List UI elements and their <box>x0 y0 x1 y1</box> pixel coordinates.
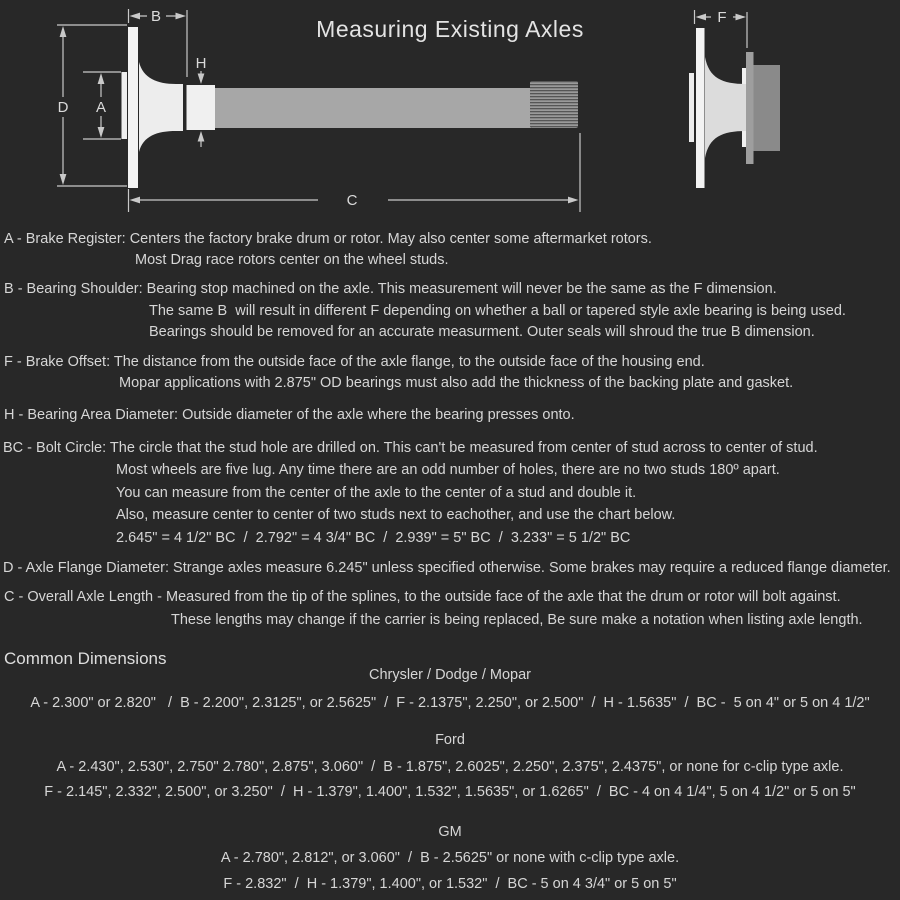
definition-a-line-2: Most Drag race rotors center on the wheel studs. <box>135 252 449 268</box>
drum-housing-shape <box>753 65 780 151</box>
arrow-down-icon <box>98 127 105 138</box>
arrow-left-icon <box>130 197 141 204</box>
definition-bc-line-4: Also, measure center to center of two studs next to eachother, and use the chart below. <box>116 507 676 523</box>
arrow-right-icon <box>568 197 579 204</box>
arrow-right-icon <box>176 13 187 20</box>
housing-end-shape <box>746 52 754 164</box>
arrow-down-icon <box>60 174 67 185</box>
arrow-up-icon <box>98 73 105 84</box>
axle-side-view <box>122 27 579 188</box>
brake-register-shape <box>689 73 694 142</box>
definition-bc-line-2: Most wheels are five lug. Any time there are an odd number of holes, there are no two studs 180º apart. <box>116 462 780 478</box>
page-title: Measuring Existing Axles <box>316 16 584 42</box>
dimension-c <box>129 133 581 212</box>
ford-values-line-1: A - 2.430", 2.530", 2.750" 2.780", 2.875", 3.060" / B - 1.875", 2.6025", 2.250", 2.375", 2.4375", or none for c-clip type axle. <box>56 759 844 775</box>
bearing-shoulder-shape <box>173 84 183 131</box>
group-header-chrysler: Chrysler / Dodge / Mopar <box>369 667 531 683</box>
brake-register-shape <box>122 72 128 139</box>
dim-label-c: C <box>346 192 358 209</box>
flange-offset-view <box>689 28 780 188</box>
group-header-gm: GM <box>438 824 462 840</box>
dimension-d <box>57 25 127 186</box>
arrow-left-icon <box>696 14 707 21</box>
definition-a-line-1: A - Brake Register: Centers the factory brake drum or rotor. May also center some aftermarket rotors. <box>4 231 652 247</box>
arrow-down-icon <box>198 74 205 85</box>
dim-label-a: A <box>95 99 107 116</box>
gm-values-line-2: F - 2.832" / H - 1.379", 1.400", or 1.532" / BC - 5 on 4 3/4" or 5 on 5" <box>223 876 677 892</box>
dim-label-f: F <box>717 9 727 26</box>
definition-b-line-3: Bearings should be removed for an accurate measurment. Outer seals will shroud the true B dimension. <box>149 324 815 340</box>
group-header-ford: Ford <box>435 732 465 748</box>
dim-label-h: H <box>195 55 207 72</box>
ford-values-line-2: F - 2.145", 2.332", 2.500", or 3.250" / H - 1.379", 1.400", 1.532", 1.5635", or 1.6265" / BC - 4 on 4 1/4", 5 on 4 1/2" or 5 on 5" <box>44 784 856 800</box>
arrow-left-icon <box>130 13 141 20</box>
definition-h-line-1: H - Bearing Area Diameter: Outside diameter of the axle where the bearing presses onto. <box>4 407 575 423</box>
definition-d-line-1: D - Axle Flange Diameter: Strange axles measure 6.245" unless specified otherwise. Some brakes may require a reduced flange diameter. <box>3 560 891 576</box>
flange-bell-shape <box>705 57 746 158</box>
axle-shaft-shape <box>215 88 531 128</box>
axle-flange-plate-shape <box>696 28 705 188</box>
spline-end-shape <box>530 81 578 128</box>
definition-f-line-1: F - Brake Offset: The distance from the outside face of the axle flange, to the outside face of the housing end. <box>4 354 705 370</box>
arrow-up-icon <box>198 131 205 142</box>
axle-diagram-svg <box>0 0 900 225</box>
definition-bc-line-3: You can measure from the center of the axle to the center of a stud and double it. <box>116 485 637 501</box>
definition-c-line-1: C - Overall Axle Length - Measured from the tip of the splines, to the outside face of the axle that the drum or rotor will bolt against. <box>4 589 841 605</box>
axle-flange-plate-shape <box>128 27 138 188</box>
arrow-right-icon <box>736 14 747 21</box>
dim-label-b: B <box>150 8 162 25</box>
bearing-area-shape <box>187 85 216 130</box>
dimension-a <box>83 72 121 139</box>
dim-label-d: D <box>57 99 69 116</box>
flange-bell-shape <box>139 62 176 152</box>
definition-bc-chart-line: 2.645" = 4 1/2" BC / 2.792" = 4 3/4" BC / 2.939" = 5" BC / 3.233" = 5 1/2" BC <box>116 530 631 546</box>
common-dimensions-heading: Common Dimensions <box>4 649 167 668</box>
definition-bc-line-1: BC - Bolt Circle: The circle that the stud hole are drilled on. This can't be measured from center of stud across to center of stud. <box>3 440 818 456</box>
chrysler-values-line: A - 2.300" or 2.820" / B - 2.200", 2.3125", or 2.5625" / F - 2.1375", 2.250", or 2.500" / H - 1.5635" / BC - 5 on 4" or 5 on 4 1/2" <box>30 695 870 711</box>
definition-b-line-1: B - Bearing Shoulder: Bearing stop machined on the axle. This measurement will never be the same as the F dimension. <box>4 281 777 297</box>
definition-f-line-2: Mopar applications with 2.875" OD bearings must also add the thickness of the backing plate and gasket. <box>119 375 794 391</box>
gm-values-line-1: A - 2.780", 2.812", or 3.060" / B - 2.5625" or none with c-clip type axle. <box>220 850 680 866</box>
definition-c-line-2: These lengths may change if the carrier is being replaced, Be sure make a notation when listing axle length. <box>171 612 863 628</box>
arrow-up-icon <box>60 26 67 37</box>
shoulder-seam <box>184 83 187 132</box>
definition-b-line-2: The same B will result in different F depending on whether a ball or tapered style axle bearing is being used. <box>149 303 846 319</box>
